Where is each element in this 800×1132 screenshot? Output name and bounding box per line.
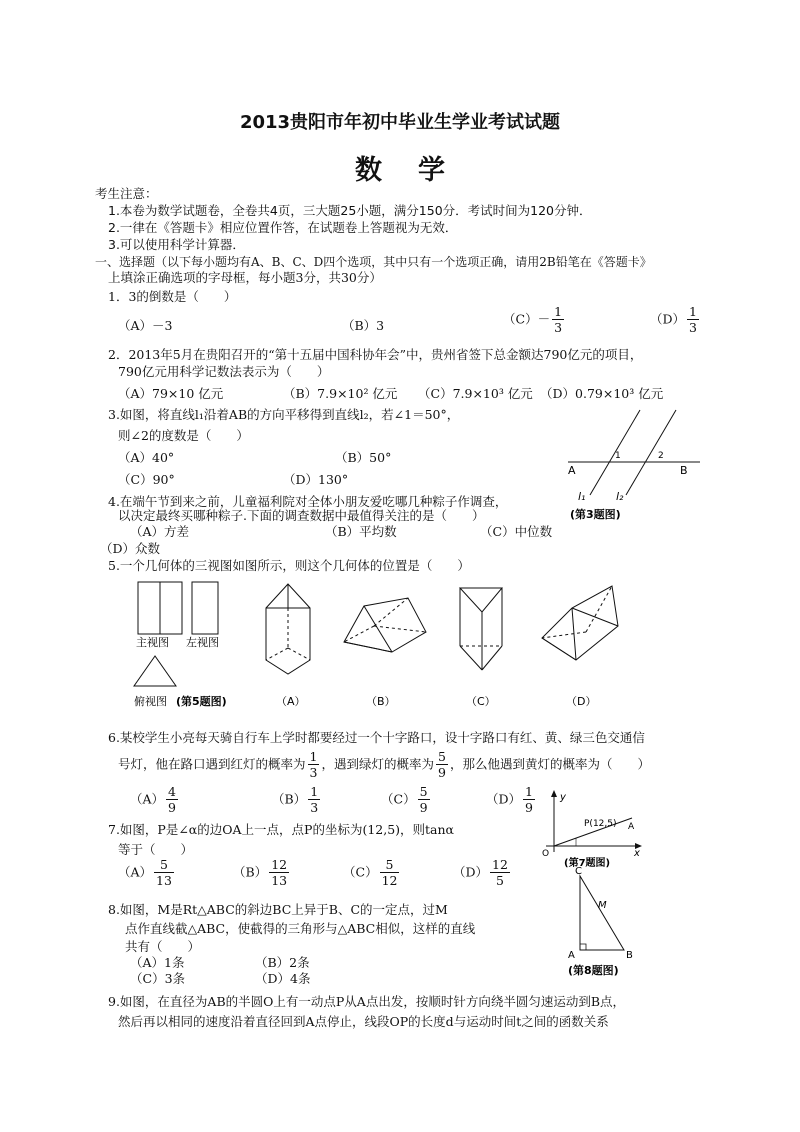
q5-solid-c <box>460 588 502 670</box>
notice-item-2: 2.一律在《答题卡》相应位置作答，在试题卷上答题视为无效． <box>108 220 458 235</box>
label-x: x <box>634 848 640 859</box>
q4-line2: 以决定最终买哪种粽子.下面的调查数据中最值得关注的是（ ） <box>118 508 485 523</box>
q8-caption: (第8题图) <box>568 964 619 977</box>
q1-option-d <box>650 304 701 335</box>
q2-option-c: （C）7.9×10³ 亿元 <box>418 386 533 401</box>
right-angle-mark <box>580 944 586 950</box>
q5-solid-d <box>542 586 618 660</box>
section1-line1: 一、选择题（以下每小题均有A、B、C、D四个选项，其中只有一个选项正确，请用2B铅笔在《答题卡》 <box>95 255 652 269</box>
label-a: A <box>568 464 576 477</box>
q7-option-b: （B） $\frac{12}{13}$ <box>233 857 288 888</box>
q3-caption: (第3题图) <box>570 508 621 521</box>
q7-line2: 等于（ ） <box>118 842 194 857</box>
left-view <box>192 582 218 634</box>
q3-option-b: （B）50° <box>335 450 392 465</box>
q5-figure <box>130 578 750 713</box>
notice-heading: 考生注意： <box>95 186 158 201</box>
q5-label-c: （C） <box>466 695 496 708</box>
q5-label-b: （B） <box>366 695 396 708</box>
q3-option-a: （A）40° <box>118 450 175 465</box>
q1-stem: 1．3的倒数是（ ） <box>108 289 237 304</box>
front-view-label: 主视图 <box>136 636 169 649</box>
notice-item-3: 3.可以使用科学计算器． <box>108 237 245 252</box>
q5-label-d: （D） <box>566 695 597 708</box>
q3-option-d: （D）130° <box>283 472 349 487</box>
q6-line2-part3: ，那么他遇到黄灯的概率为（ ） <box>449 756 650 772</box>
label-o: O <box>542 849 550 859</box>
top-view <box>134 656 176 686</box>
q6-option-c: （C） $\frac{5}{9}$ <box>381 784 428 815</box>
q5-caption: (第5题图) <box>176 695 227 708</box>
q5-solid-a <box>266 584 310 674</box>
q8-line2: 点作直线截△ABC，使截得的三角形与△ABC相似，这样的直线 <box>125 921 476 936</box>
q6-option-a: （A） $\frac{4}{9}$ <box>130 784 176 815</box>
q2-option-b: （B）7.9×10² 亿元 <box>283 386 398 401</box>
q8-option-d: （D）4条 <box>255 971 311 986</box>
q9-line2: 然后再以相同的速度沿着直径回到A点停止，线段OP的长度d与运动时间t之间的函数关系 <box>118 1014 609 1029</box>
label-angle-1: 1 <box>615 451 621 461</box>
q4-line1: 4.在端午节到来之前，儿童福利院对全体小朋友爱吃哪几种粽子作调查， <box>108 494 508 509</box>
label-l2: l₂ <box>616 490 624 503</box>
q7-option-c: （C） $\frac{5}{12}$ <box>343 857 398 888</box>
label-b: B <box>680 464 688 477</box>
q8-line3: 共有（ ） <box>125 939 201 954</box>
q6-option-d: （D） $\frac{1}{9}$ <box>486 784 533 815</box>
q1-option-c-fraction: $\frac{1}{3}$ <box>554 304 563 335</box>
q3-line1: 3.如图，将直线l₁沿着AB的方向平移得到直线l₂，若∠1＝50°， <box>108 407 460 422</box>
q1-option-c <box>503 304 566 335</box>
exam-title: 2013贵阳市年初中毕业生学业考试试题 <box>239 112 561 133</box>
q4-option-a: （A）方差 <box>130 524 190 539</box>
label-l1: l₁ <box>578 490 586 503</box>
q3-figure <box>560 410 710 530</box>
q4-option-c: （C）中位数 <box>480 524 553 539</box>
q1-option-d-fraction: $\frac{1}{3}$ <box>689 304 697 335</box>
line-l2 <box>626 410 676 495</box>
q3-line2: 则∠2的度数是（ ） <box>118 428 249 443</box>
section1-line2: 上填涂正确选项的字母框，每小题3分，共30分） <box>108 270 382 285</box>
q5-label-a: （A） <box>276 695 306 708</box>
q8-figure <box>560 862 660 980</box>
q2-line2: 790亿元用科学记数法表示为（ ） <box>118 364 330 379</box>
q6-option-b: （B） $\frac{1}{3}$ <box>272 784 319 815</box>
label-y: y <box>560 792 566 803</box>
q6-line2-part1: 号灯，他在路口遇到红灯的概率为 <box>118 756 306 772</box>
q6-green-probability: $\frac{5}{9}$ <box>437 749 446 780</box>
q5-solid-b <box>344 598 426 652</box>
label-p: P(12,5) <box>584 819 617 829</box>
q8-option-a: （A）1条 <box>130 955 185 970</box>
right-triangle-abc <box>580 876 624 950</box>
q7-option-a: （A） $\frac{5}{13}$ <box>118 857 172 888</box>
q7-figure <box>540 788 650 870</box>
q8-line1: 8.如图，M是Rt△ABC的斜边BC上异于B、C的一定点，过M <box>108 902 448 917</box>
label-c: C <box>575 866 582 877</box>
q3-option-c: （C）90° <box>118 472 175 487</box>
q4-option-b: （B）平均数 <box>325 524 397 539</box>
q7-line1: 7.如图，P是∠α的边OA上一点，点P的坐标为(12,5)，则tanα <box>108 822 454 837</box>
q4-option-d: （D）众数 <box>100 541 161 556</box>
notice-item-1: 1.本卷为数学试题卷，全卷共4页，三大题25小题，满分150分．考试时间为120分钟． <box>108 203 592 218</box>
q6-line1: 6.某校学生小亮每天骑自行车上学时都要经过一个十字路口，设十字路口有红、黄、绿三色交通信 <box>108 730 645 745</box>
top-view-label: 俯视图 <box>134 695 167 708</box>
q5-stem: 5.一个几何体的三视图如图所示，则这个几何体的位置是（ ） <box>108 558 470 573</box>
q2-option-d: （D）0.79×10³ 亿元 <box>540 386 664 401</box>
q1-option-c-label: （C）－ <box>503 311 551 327</box>
left-view-label: 左视图 <box>186 636 219 649</box>
q8-option-c: （C）3条 <box>130 971 186 986</box>
q1-option-b: （B）3 <box>342 318 385 333</box>
q7-caption: (第7题图) <box>564 858 611 869</box>
subject-title: 数学 <box>355 155 481 186</box>
q6-line2 <box>118 749 650 780</box>
q6-line2-part2: ，遇到绿灯的概率为 <box>321 756 434 772</box>
q9-line1: 9.如图，在直径为AB的半圆O上有一动点P从A点出发，按顺时针方向绕半圆匀速运动到B点， <box>108 994 626 1009</box>
q7-option-d: （D） $\frac{12}{5}$ <box>453 857 508 888</box>
q1-option-d-label: （D） <box>650 311 686 327</box>
q1-option-a: （A）－3 <box>118 318 173 333</box>
q2-line1: 2．2013年5月在贵阳召开的“第十五届中国科协年会”中，贵州省签下总金额达790亿元的项目， <box>108 347 643 362</box>
q8-option-b: （B）2条 <box>255 955 310 970</box>
q2-option-a: （A）79×10 亿元 <box>118 386 224 401</box>
label-a: A <box>628 822 635 832</box>
label-angle-2: 2 <box>658 451 664 461</box>
label-m: M <box>598 900 607 911</box>
q6-red-probability: $\frac{1}{3}$ <box>309 749 318 780</box>
label-b: B <box>626 950 633 961</box>
label-a: A <box>568 950 575 961</box>
